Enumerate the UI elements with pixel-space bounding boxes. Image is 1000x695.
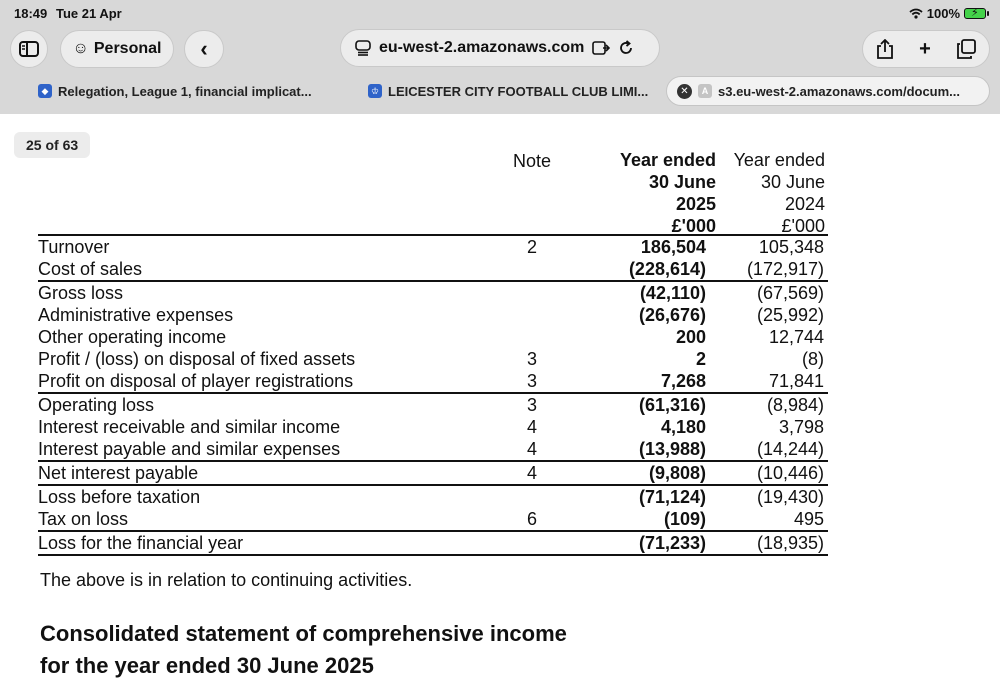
tab-relegation[interactable] (28, 76, 338, 106)
section-title-line: for the year ended 30 June 2025 (40, 653, 374, 678)
row-note: 3 (526, 371, 537, 391)
value-2024: (172,917) (746, 259, 824, 279)
note-column-header: Note (512, 151, 552, 171)
row-note: 4 (526, 439, 537, 459)
section-title (40, 618, 567, 682)
row-label: Loss before taxation (38, 487, 201, 507)
value-2025: (71,233) (638, 533, 706, 553)
row-note: 2 (526, 237, 537, 257)
status-bar (0, 0, 1000, 26)
tabs-overview-icon[interactable] (956, 39, 976, 59)
value-2025: (61,316) (638, 395, 706, 415)
header-line: £'000 (671, 216, 716, 236)
value-2025: (228,614) (628, 259, 706, 279)
table-row (38, 416, 828, 438)
value-2024: 12,744 (768, 327, 824, 347)
value-2025: (109) (663, 509, 706, 529)
value-2024: 3,798 (778, 417, 824, 437)
new-tab-icon[interactable]: + (919, 37, 931, 60)
row-label: Other operating income (38, 327, 227, 347)
value-2024: 71,841 (768, 371, 824, 391)
close-tab-icon[interactable]: ✕ (677, 84, 692, 99)
sidebar-button[interactable] (10, 30, 48, 68)
value-2025: 4,180 (660, 417, 706, 437)
header-line: 2024 (784, 194, 825, 214)
row-label: Loss for the financial year (38, 533, 244, 553)
value-2024: (67,569) (756, 283, 824, 303)
row-note: 6 (526, 509, 537, 529)
tab-active-s3[interactable] (666, 76, 990, 106)
header-line: Year ended (733, 150, 825, 170)
column-header-2025 (608, 149, 716, 237)
table-row (38, 394, 828, 416)
page-menu-icon (355, 40, 371, 56)
smiley-icon: ☺ (72, 40, 89, 57)
browser-chrome (0, 0, 1000, 114)
statement-rows (38, 234, 828, 556)
row-note: 3 (526, 395, 537, 415)
value-2025: (13,988) (638, 439, 706, 459)
section-title-line: Consolidated statement of comprehensive income (40, 621, 567, 646)
row-label: Profit on disposal of player registrations (38, 371, 354, 391)
header-line: £'000 (781, 216, 825, 236)
table-row (38, 462, 828, 486)
value-2024: (8) (802, 349, 824, 369)
status-indicators (909, 6, 986, 21)
tab-leicester[interactable] (358, 76, 658, 106)
row-label: Interest payable and similar expenses (38, 439, 341, 459)
table-row (38, 370, 828, 394)
value-2025: 7,268 (660, 371, 706, 391)
value-2024: 105,348 (758, 237, 824, 257)
tab-label: s3.eu-west-2.amazonaws.com/docum... (718, 83, 961, 99)
address-text: eu-west-2.amazonaws.com (379, 39, 585, 56)
profile-button[interactable] (60, 30, 174, 68)
battery-icon: ⚡ (964, 8, 986, 19)
reload-icon[interactable] (618, 40, 634, 56)
table-row (38, 326, 828, 348)
page-indicator: 25 of 63 (14, 132, 90, 158)
column-header-2024 (724, 149, 825, 237)
table-row (38, 258, 828, 282)
value-2024: (25,992) (756, 305, 824, 325)
value-2025: 200 (675, 327, 706, 347)
header-line: 30 June (648, 172, 716, 192)
row-label: Cost of sales (38, 259, 143, 279)
reader-icon[interactable] (592, 40, 610, 56)
table-row (38, 508, 828, 532)
value-2025: (9,808) (648, 463, 706, 483)
sidebar-icon (19, 41, 39, 57)
value-2025: 186,504 (640, 237, 706, 257)
back-button[interactable] (184, 30, 224, 68)
value-2025: 2 (695, 349, 706, 369)
row-label: Administrative expenses (38, 305, 234, 325)
row-label: Turnover (38, 237, 110, 257)
header-line: Year ended (619, 150, 716, 170)
row-label: Tax on loss (38, 509, 129, 529)
wifi-icon (909, 8, 923, 19)
row-label: Net interest payable (38, 463, 199, 483)
row-note: 3 (526, 349, 537, 369)
battery-percent: 100% (926, 6, 960, 21)
status-time: 18:49 (14, 6, 48, 21)
value-2024: (19,430) (756, 487, 824, 507)
continuing-activities-note: The above is in relation to continuing activities. (40, 570, 413, 590)
table-row (38, 532, 828, 556)
toolbar-actions (862, 30, 990, 68)
table-row (38, 438, 828, 462)
value-2025: (71,124) (638, 487, 706, 507)
table-row (38, 304, 828, 326)
table-row (38, 348, 828, 370)
row-label: Profit / (loss) on disposal of fixed assets (38, 349, 356, 369)
profile-label: Personal (93, 40, 162, 57)
table-row (38, 236, 828, 258)
address-bar[interactable] (340, 29, 660, 67)
value-2025: (42,110) (639, 283, 706, 303)
table-row (38, 282, 828, 304)
header-line: 30 June (760, 172, 825, 192)
value-2025: (26,676) (638, 305, 706, 325)
tab-label: LEICESTER CITY FOOTBALL CLUB LIMI... (388, 83, 649, 99)
row-label: Operating loss (38, 395, 155, 415)
value-2024: 495 (793, 509, 824, 529)
share-icon[interactable] (876, 39, 894, 59)
companies-house-favicon-icon: ♔ (368, 84, 382, 98)
status-date: Tue 21 Apr (56, 6, 122, 21)
letter-favicon-icon: A (698, 84, 712, 98)
row-note: 4 (526, 463, 537, 483)
table-row (38, 486, 828, 508)
value-2024: (8,984) (766, 395, 824, 415)
site-favicon-icon: ◆ (38, 84, 52, 98)
row-label: Gross loss (38, 283, 124, 303)
value-2024: (14,244) (756, 439, 824, 459)
value-2024: (18,935) (756, 533, 824, 553)
row-note: 4 (526, 417, 537, 437)
chevron-left-icon: ‹ (200, 36, 208, 61)
value-2024: (10,446) (756, 463, 824, 483)
tab-label: Relegation, League 1, financial implicat... (58, 83, 312, 99)
row-label: Interest receivable and similar income (38, 417, 341, 437)
header-line: 2025 (675, 194, 716, 214)
